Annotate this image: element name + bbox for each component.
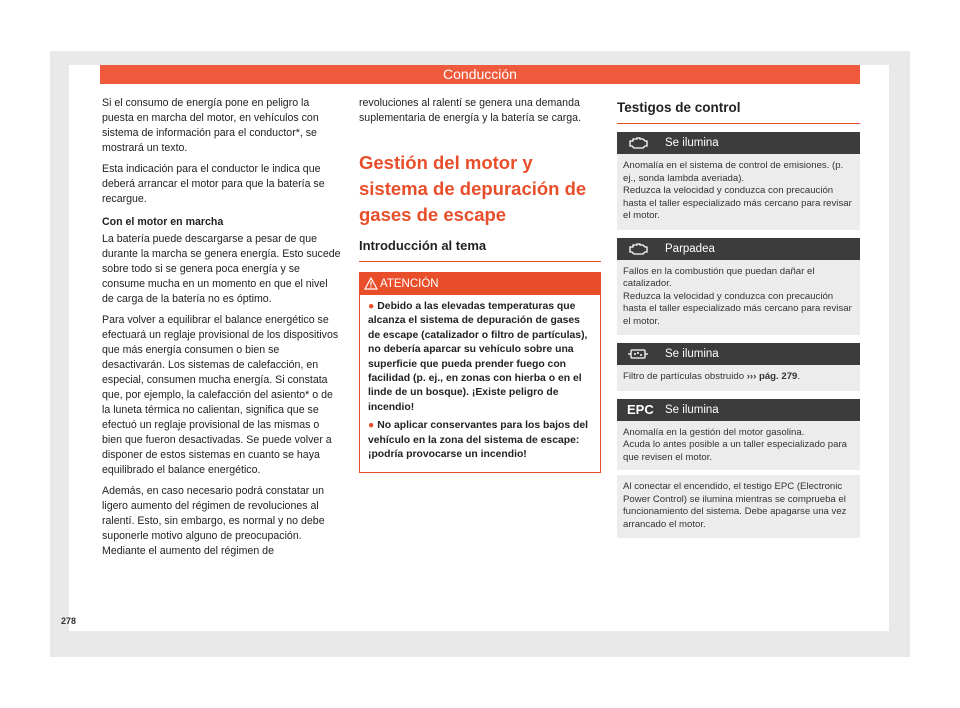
lamp-header: [617, 132, 860, 154]
subsection-title: Introducción al tema: [359, 238, 601, 262]
warning-label: ATENCIÓN: [380, 278, 439, 290]
paragraph: La batería puede descargarse a pesar de que durante la marcha se genera energía. Esto sucede sobre todo si se genera poca energía y se consume mucha en un momento en que el nivel de carga de la batería no es óptimo.: [102, 233, 341, 305]
lamp-text: Anomalía en el sistema de control de emisiones. (p. ej., sonda lambda averiada). Reduzca la velocidad y conduzca con precaución hasta el taller especializado más cercano para revisar el motor.: [623, 160, 852, 221]
warning-item: [368, 300, 592, 415]
warning-item-text: Debido a las elevadas temperaturas que alcanza el sistema de depuración de gases de escape (catalizador o filtro de partículas), no debería aparcar su vehículo sobre una superficie que pueda prender fuego con facilidad (p. ej., en zonas con hierba o en el linde de un bosque). ¡Existe peligro de incendio!: [368, 301, 588, 413]
lamp-entry: [617, 132, 860, 230]
lamp-description: [617, 154, 860, 230]
warning-item: [368, 419, 592, 462]
page-reference-link[interactable]: ››› pág. 279: [746, 371, 798, 382]
lamp-text: Al conectar el encendido, el testigo EPC (Electronic Power Control) se ilumina mientras se comprueba el funcionamiento del sistema. Debe apagarse una vez arrancado el motor.: [623, 481, 847, 530]
engine-icon: [627, 135, 649, 151]
bullet-icon: ●: [368, 301, 375, 312]
engine-icon: [627, 241, 649, 257]
warning-triangle-icon: [364, 277, 378, 290]
warning-body: [360, 295, 600, 472]
lamps-title: Testigos de control: [617, 96, 860, 124]
lamp-description: [617, 260, 860, 336]
page-number: 278: [61, 616, 77, 626]
bullet-icon: ●: [368, 420, 375, 432]
lamp-text: Fallos en la combustión que puedan dañar el catalizador. Reduzca la velocidad y conduzca con precaución hasta el taller especializado más cercano para revisar el motor.: [623, 265, 852, 327]
section-title: Gestión del motor y sistema de depuración de gases de escape: [359, 152, 587, 225]
paragraph: revoluciones al ralentí se genera una demanda suplementaria de energía y la batería se carga.: [359, 97, 582, 124]
lamp-state: Se ilumina: [665, 403, 719, 416]
lamp-text: Anomalía en la gestión del motor gasolina. Acuda lo antes posible a un taller especializado para que revisen el motor.: [623, 426, 848, 463]
lamp-header: [617, 399, 860, 421]
lamp-state: Se ilumina: [665, 348, 719, 360]
lamp-text: Filtro de partículas obstruido: [623, 371, 745, 382]
warning-header: [360, 273, 600, 295]
lamp-state: Parpadea: [665, 242, 715, 255]
chapter-header: Conducción: [100, 65, 860, 84]
left-column: [102, 96, 342, 565]
lamp-entry: [617, 399, 860, 539]
punctuation: .: [797, 371, 801, 382]
middle-column: [359, 96, 601, 473]
subheading: Con el motor en marcha: [102, 216, 224, 228]
paragraph: Además, en caso necesario podrá constatar un ligero aumento del régimen de revoluciones al ralentí. Esto, sin embargo, es normal y no debe suponerle motivo alguno de preocupación. Mediante el aumento del régimen de: [102, 485, 325, 557]
lamp-entry: [617, 343, 860, 391]
right-column: [617, 96, 860, 538]
warning-item-text: No aplicar conservantes para los bajos del vehículo en la zona del sistema de escape: ¡podría provocarse un incendio!: [368, 420, 589, 461]
warning-box: [359, 272, 601, 473]
divider: [617, 470, 860, 475]
paragraph: Si el consumo de energía pone en peligro la puesta en marcha del motor, en vehículos con sistema de información para el conductor*, se mostrará un texto.: [102, 97, 319, 154]
lamp-header: [617, 343, 860, 365]
lamp-description: [617, 365, 860, 391]
lamp-header: [617, 238, 860, 260]
paragraph: Esta indicación para el conductor le indica que deberá arrancar el motor para que la batería se recargue.: [102, 163, 325, 205]
epc-icon: EPC: [627, 401, 654, 417]
particle-filter-icon: [627, 346, 649, 362]
lamp-description: [617, 421, 860, 539]
paragraph: Para volver a equilibrar el balance energético se efectuará un reglaje provisional de los dispositivos que más energía consumen o bien se desactivarán. Los sistemas de calefacción, en especial, consumen mucha energía. Si constata que, por ejemplo, la calefacción del asiento* o de la luneta térmica no calientan, significa que se efectuó un reglaje provisional de las mismas o bien que fueron desactivadas. Se puede volver a disponer de estos sistemas en cuanto se haya equilibrado el balance energético.: [102, 314, 339, 476]
lamp-entry: [617, 238, 860, 336]
lamp-state: Se ilumina: [665, 137, 719, 149]
